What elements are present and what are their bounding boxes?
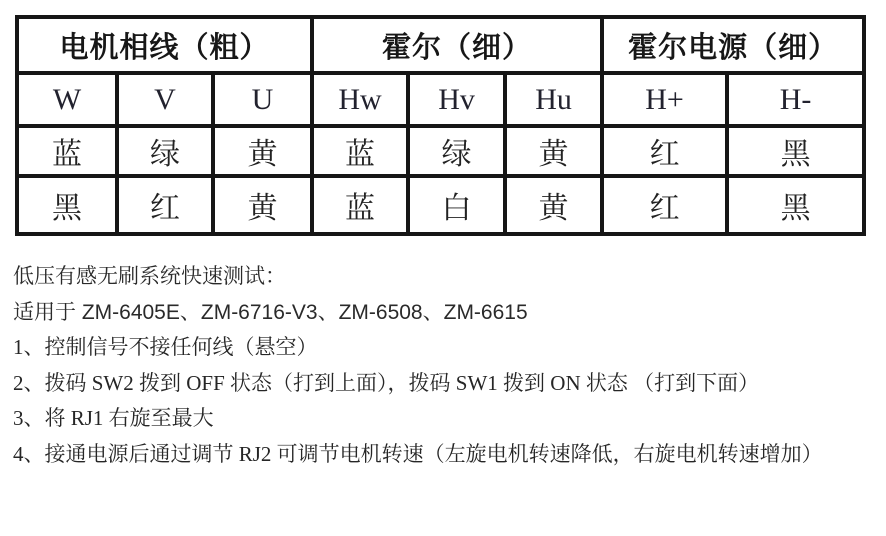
header-motor-phase: 电机相线（粗） xyxy=(17,17,312,73)
color2-cell-w: 黑 xyxy=(17,176,117,234)
table-color-row-2 xyxy=(17,176,864,234)
quick-test-notes xyxy=(13,259,875,473)
color2-cell-hminus: 黑 xyxy=(727,176,864,234)
color1-cell-u: 黄 xyxy=(213,126,312,176)
signal-cell-v: V xyxy=(117,73,213,126)
color1-cell-hplus: 红 xyxy=(602,126,727,176)
color2-cell-hplus: 红 xyxy=(602,176,727,234)
table-header-row xyxy=(17,17,864,73)
signal-cell-hu: Hu xyxy=(505,73,602,126)
signal-cell-hplus: H+ xyxy=(602,73,727,126)
color1-cell-hv: 绿 xyxy=(408,126,505,176)
wiring-color-table xyxy=(15,15,866,236)
table-color-row-1 xyxy=(17,126,864,176)
signal-cell-hminus: H- xyxy=(727,73,864,126)
step-1: 1、控制信号不接任何线（悬空） xyxy=(13,335,318,360)
step-4: 4、接通电源后通过调节 RJ2 可调节电机转速（左旋电机转速降低，右旋电机转速增加） xyxy=(13,441,823,466)
notes-title: 低压有感无刷系统快速测试： xyxy=(13,265,286,288)
color2-cell-u: 黄 xyxy=(213,176,312,234)
color1-cell-hu: 黄 xyxy=(505,126,602,176)
color1-cell-w: 蓝 xyxy=(17,126,117,176)
signal-cell-w: W xyxy=(17,73,117,126)
header-hall: 霍尔（细） xyxy=(312,17,602,73)
table-signal-row xyxy=(17,73,864,126)
color2-cell-hu: 黄 xyxy=(505,176,602,234)
step-2: 2、拨码 SW2 拨到 OFF 状态（打到上面），拨码 SW1 拨到 ON 状态 （打到下面） xyxy=(13,370,760,395)
signal-cell-u: U xyxy=(213,73,312,126)
applicable-models: 适用于 ZM-6405E、ZM-6716-V3、ZM-6508、ZM-6615 xyxy=(13,300,528,324)
header-hall-power: 霍尔电源（细） xyxy=(602,17,864,73)
color1-cell-hminus: 黑 xyxy=(727,126,864,176)
color2-cell-v: 红 xyxy=(117,176,213,234)
color1-cell-hw: 蓝 xyxy=(312,126,408,176)
color1-cell-v: 绿 xyxy=(117,126,213,176)
signal-cell-hv: Hv xyxy=(408,73,505,126)
signal-cell-hw: Hw xyxy=(312,73,408,126)
step-3: 3、将 RJ1 右旋至最大 xyxy=(13,406,214,431)
color2-cell-hw: 蓝 xyxy=(312,176,408,234)
color2-cell-hv: 白 xyxy=(408,176,505,234)
